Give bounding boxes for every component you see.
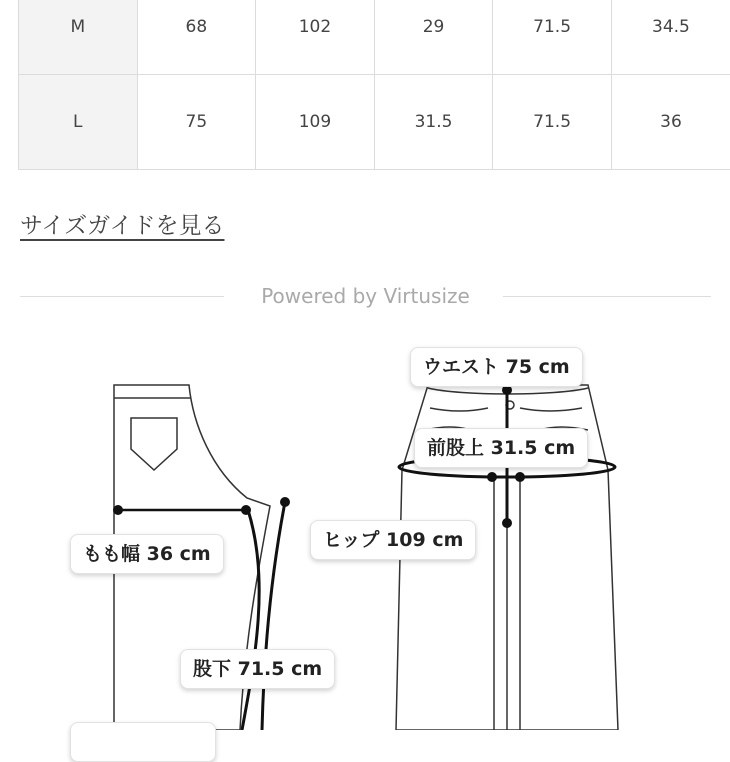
table-cell: 71.5 bbox=[493, 75, 612, 170]
table-cell: 29 bbox=[374, 0, 493, 75]
divider bbox=[503, 296, 711, 297]
powered-by-text: Powered by Virtusize bbox=[20, 284, 711, 308]
table-cell: 36 bbox=[611, 75, 730, 170]
size-cell: L bbox=[19, 75, 138, 170]
powered-by-row bbox=[20, 284, 711, 310]
size-cell: M bbox=[19, 0, 138, 75]
table-cell: 109 bbox=[256, 75, 375, 170]
table-row bbox=[19, 0, 730, 75]
table-cell: 34.5 bbox=[611, 0, 730, 75]
waist-label: ウエスト 75 cm bbox=[410, 347, 583, 387]
inseam-label: 股下 71.5 cm bbox=[180, 649, 335, 689]
table-cell: 102 bbox=[256, 0, 375, 75]
table-row bbox=[19, 75, 730, 170]
table-cell: 68 bbox=[137, 0, 256, 75]
hip-label: ヒップ 109 cm bbox=[310, 520, 476, 560]
table-cell: 71.5 bbox=[493, 0, 612, 75]
thigh-label: もも幅 36 cm bbox=[70, 534, 224, 574]
table-cell: 31.5 bbox=[374, 75, 493, 170]
size-guide-link[interactable]: サイズガイドを見る bbox=[20, 207, 224, 240]
table-cell: 75 bbox=[137, 75, 256, 170]
size-table bbox=[18, 0, 730, 170]
partial-label bbox=[70, 722, 216, 762]
front-rise-label: 前股上 31.5 cm bbox=[414, 428, 588, 468]
